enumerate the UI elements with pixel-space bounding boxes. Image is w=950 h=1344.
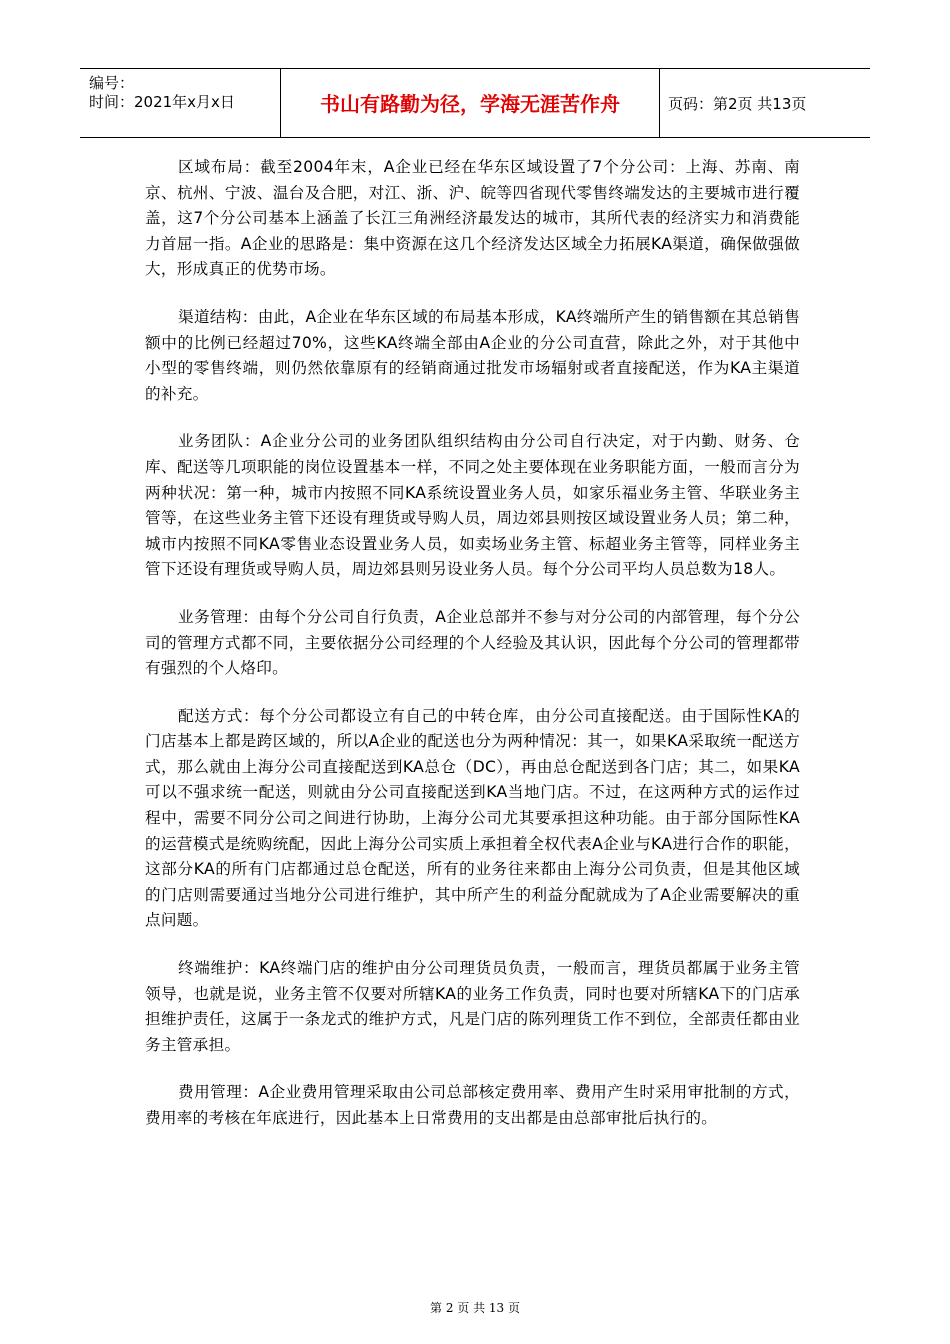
paragraph-cost-management: 费用管理：A企业费用管理采取由公司总部核定费用率、费用产生时采用审批制的方式，费用率的考核在年底进行，因此基本上日常费用的支出都是由总部审批后执行的。 bbox=[145, 1083, 800, 1127]
paragraph-terminal-maintenance: 终端维护：KA终端门店的维护由分公司理货员负责，一般而言，理货员都属于业务主管领导，也就是说，业务主管不仅要对所辖KA的业务工作负责，同时也要对所辖KA下的门店承担维护责任，这属于一条龙式的维护方式，凡是门店的陈列理货工作不到位，全部责任都由业务主管承担。 bbox=[145, 959, 800, 1054]
paragraph-regional-layout: 区域布局：截至2004年末，A企业已经在华东区域设置了7个分公司：上海、苏南、南京、杭州、宁波、温台及合肥，对江、浙、沪、皖等四省现代零售终端发达的主要城市进行覆盖，这7个分公司基本上涵盖了长江三角洲经济最发达的城市，其所代表的经济实力和消费能力首屈一指。A企业的思路是：集中资源在这几个经济发达区域全力拓展KA渠道，确保做强做大，形成真正的优势市场。 bbox=[145, 158, 800, 279]
document-time: 时间：2021年x月x日 bbox=[89, 93, 235, 111]
document-body bbox=[145, 155, 800, 1154]
page-footer: 第 2 页 共 13 页 bbox=[430, 1301, 520, 1315]
header-page-info: 页码：第2页 共13页 bbox=[668, 95, 807, 113]
document-number-label: 编号： bbox=[89, 74, 135, 92]
header-motto: 书山有路勤为径，学海无涯苦作舟 bbox=[320, 92, 620, 116]
paragraph-sales-team: 业务团队：A企业分公司的业务团队组织结构由分公司自行决定，对于内勤、财务、仓库、配送等几项职能的岗位设置基本一样，不同之处主要体现在业务职能方面，一般而言分为两种状况：第一种，城市内按照不同KA系统设置业务人员，如家乐福业务主管、华联业务主管等，在这些业务主管下还设有理货或导购人员，周边郊县则按区域设置业务人员；第二种，城市内按照不同KA零售业态设置业务人员，如卖场业务主管、标超业务主管等，同样业务主管下还设有理货或导购人员，周边郊县则另设业务人员。每个分公司平均人员总数为18人。 bbox=[145, 432, 800, 579]
page-header bbox=[80, 68, 870, 138]
header-motto-cell bbox=[281, 69, 660, 137]
header-meta-cell bbox=[80, 69, 281, 137]
paragraph-business-management: 业务管理：由每个分公司自行负责，A企业总部并不参与对分公司的内部管理，每个分公司的管理方式都不同，主要依据分公司经理的个人经验及其认识，因此每个分公司的管理都带有强烈的个人烙印。 bbox=[145, 607, 800, 678]
header-page-cell bbox=[660, 69, 870, 137]
paragraph-channel-structure: 渠道结构：由此，A企业在华东区域的布局基本形成，KA终端所产生的销售额在其总销售额中的比例已经超过70%，这些KA终端全部由A企业的分公司直营，除此之外，对于其他中小型的零售终端，则仍然依靠原有的经销商通过批发市场辐射或者直接配送，作为KA主渠道的补充。 bbox=[145, 307, 800, 403]
paragraph-distribution-method: 配送方式：每个分公司都设立有自己的中转仓库，由分公司直接配送。由于国际性KA的门店基本上都是跨区域的，所以A企业的配送也分为两种情况：其一，如果KA采取统一配送方式，那么就由上海分公司直接配送到KA总仓（DC），再由总仓配送到各门店；其二，如果KA可以不强求统一配送，则就由分公司直接配送到KA当地门店。不过，在这两种方式的运作过程中，需要不同分公司之间进行协助，上海分公司尤其要承担这种功能。由于部分国际性KA的运营模式是统购统配，因此上海分公司实质上承担着全权代表A企业与KA进行合作的职能，这部分KA的所有门店都通过总仓配送，所有的业务往来都由上海分公司负责，但是其他区域的门店则需要通过当地分公司进行维护，其中所产生的利益分配就成为了A企业需要解决的重点问题。 bbox=[145, 706, 800, 930]
